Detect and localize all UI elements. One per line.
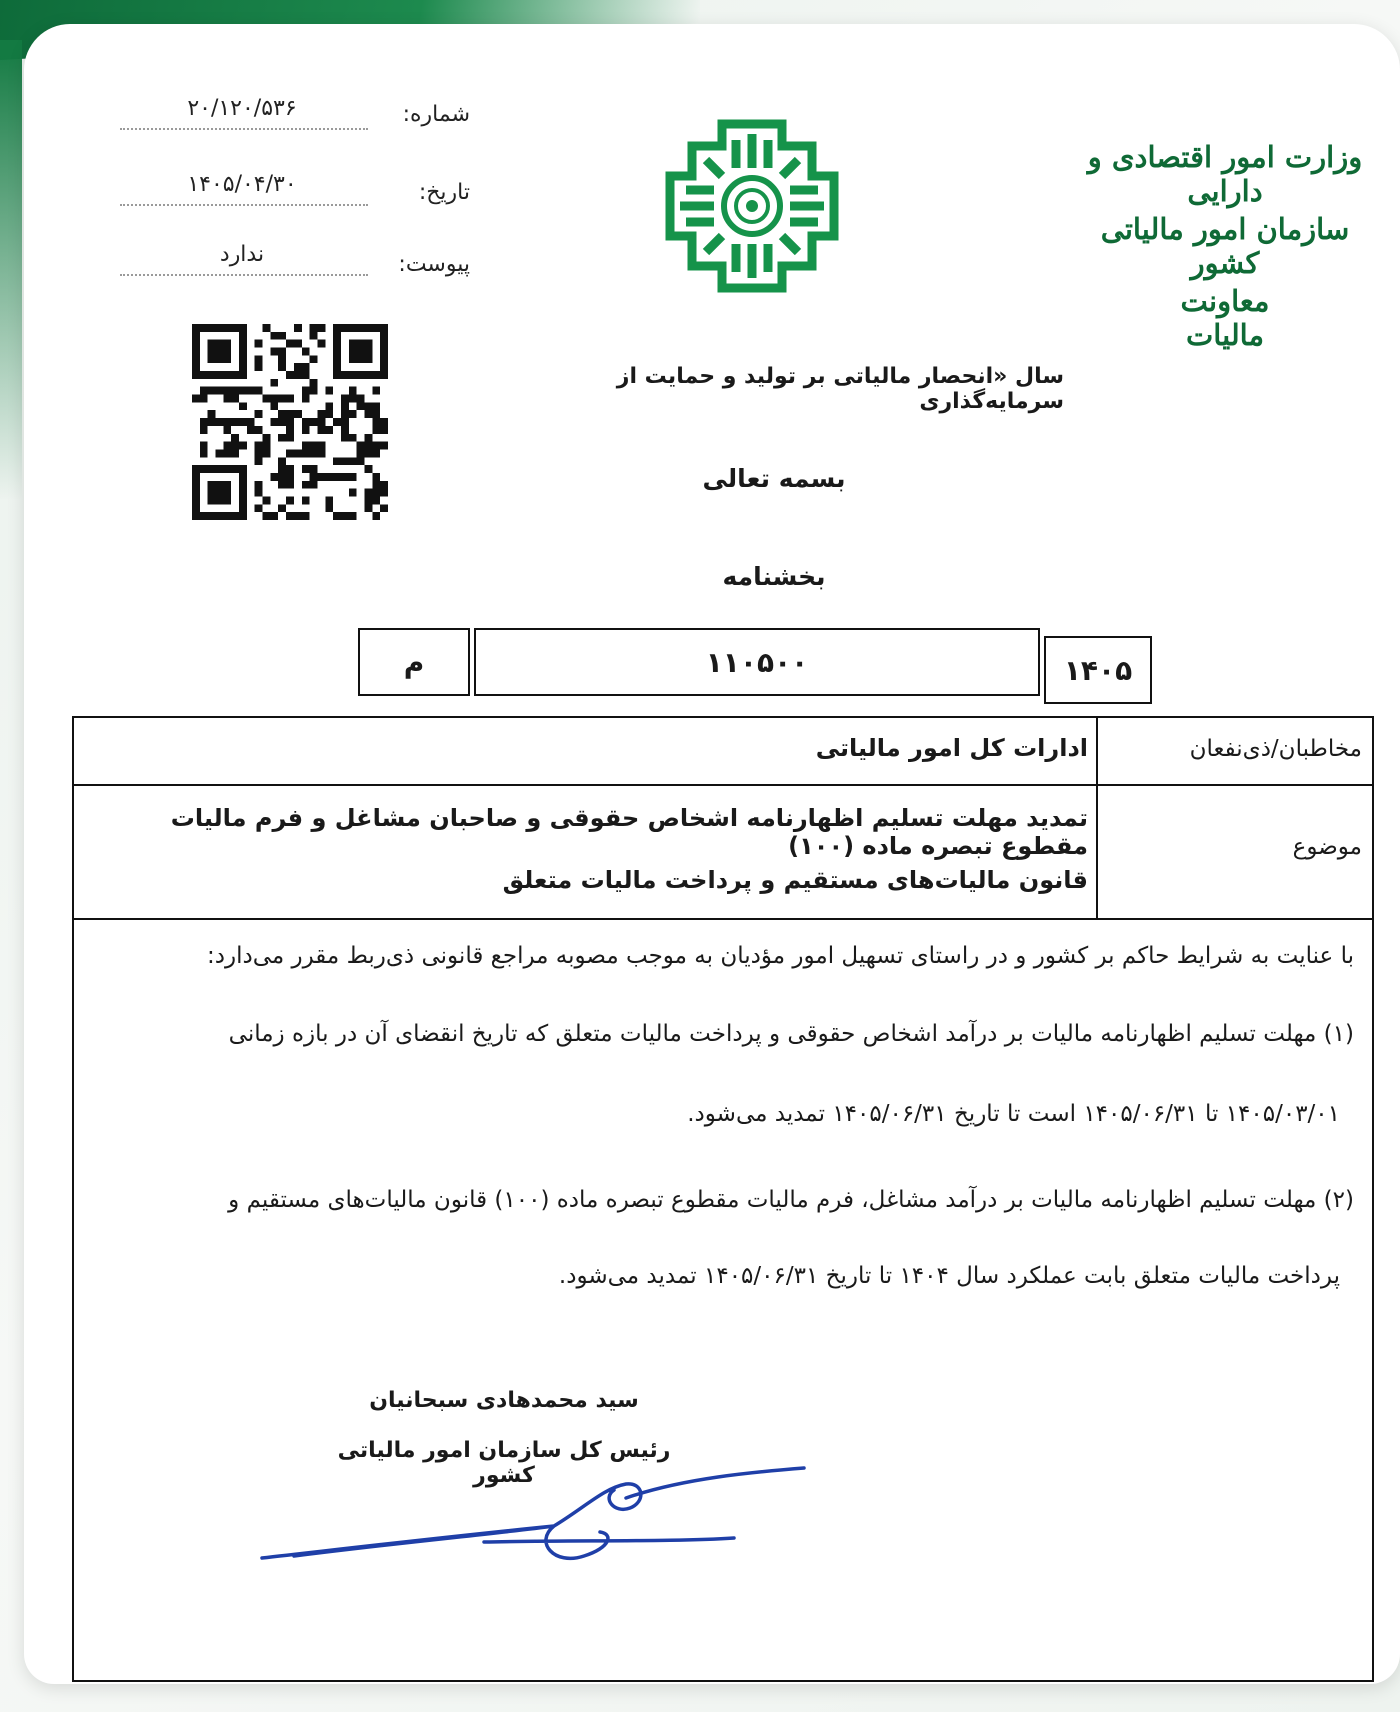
organization-name: سازمان امور مالیاتی کشور	[1100, 212, 1350, 280]
subject-line-1: تمدید مهلت تسلیم اظهارنامه اشخاص حقوقی و صاحبان مشاغل و فرم مالیات مقطوع تبصره ماده (۱۰۰)	[170, 804, 1088, 860]
date-label: تاریخ:	[418, 180, 470, 205]
number-value: ۲۰/۱۲۰/۵۳۶	[187, 96, 297, 121]
ministry-name: وزارت امور اقتصادی و دارایی	[1087, 140, 1363, 208]
recipients-value: ادارات کل امور مالیاتی	[815, 734, 1088, 762]
table-row-divider	[74, 784, 1372, 786]
attachment-label: پیوست:	[398, 252, 470, 277]
number-label: شماره:	[402, 102, 470, 127]
body-intro: با عنایت به شرایط حاکم بر کشور و در راستای تسهیل امور مؤدیان به موجب مصوبه مراجع قانونی ذی‌ربط مقرر می‌دارد:	[206, 943, 1354, 969]
circular-number-row	[358, 628, 1152, 698]
recipients-label: مخاطبان/ذی‌نفعان	[1189, 736, 1362, 762]
item-2-line-2: پرداخت مالیات متعلق بابت عملکرد سال ۱۴۰۴ تا تاریخ ۱۴۰۵/۰۶/۳۱ تمدید می‌شود.	[558, 1263, 1340, 1289]
item-1-line-2: ۱۴۰۵/۰۳/۰۱ تا ۱۴۰۵/۰۶/۳۱ است تا تاریخ ۱۴۰۵/۰۶/۳۱ تمدید می‌شود.	[687, 1101, 1340, 1127]
item-1-line-1: (۱) مهلت تسلیم اظهارنامه مالیات بر درآمد اشخاص حقوقی و پرداخت مالیات متعلق که تاریخ انقضای آن در بازه زمانی	[228, 1021, 1354, 1047]
serial-year: ۱۴۰۵	[1044, 636, 1152, 704]
date-value: ۱۴۰۵/۰۴/۳۰	[187, 172, 297, 197]
date-underline	[120, 204, 368, 206]
year-slogan: سال «انحصار مالیاتی بر تولید و حمایت از سرمایه‌گذاری	[616, 364, 1064, 414]
side-decoration	[0, 40, 22, 500]
circular-table	[72, 716, 1374, 1682]
serial-suffix: م	[358, 628, 470, 696]
item-2-line-1: (۲) مهلت تسلیم اظهارنامه مالیات بر درآمد مشاغل، فرم مالیات مقطوع تبصره ماده (۱۰۰) قانون مالیات‌های مستقیم و	[228, 1187, 1354, 1213]
signatory-name: سید محمدهادی سبحانیان	[369, 1388, 639, 1413]
subject-line-2: قانون مالیات‌های مستقیم و پرداخت مالیات متعلق	[502, 866, 1088, 894]
signatory-title: رئیس کل سازمان امور مالیاتی کشور	[337, 1438, 671, 1488]
subject-label: موضوع	[1292, 834, 1362, 860]
serial-number: ۱۱۰۵۰۰	[474, 628, 1040, 696]
attachment-value: ندارد	[219, 242, 265, 267]
attachment-underline	[120, 274, 368, 276]
tax-organization-logo	[662, 116, 842, 296]
document-type: بخشنامه	[722, 562, 826, 591]
deputy-name: معاونت مالیات	[1180, 284, 1270, 352]
qr-code	[190, 324, 390, 520]
handwritten-signature	[254, 1438, 814, 1588]
table-column-divider	[1096, 718, 1098, 918]
invocation: بسمه تعالی	[702, 464, 846, 493]
number-underline	[120, 128, 368, 130]
table-row-divider	[74, 918, 1372, 920]
